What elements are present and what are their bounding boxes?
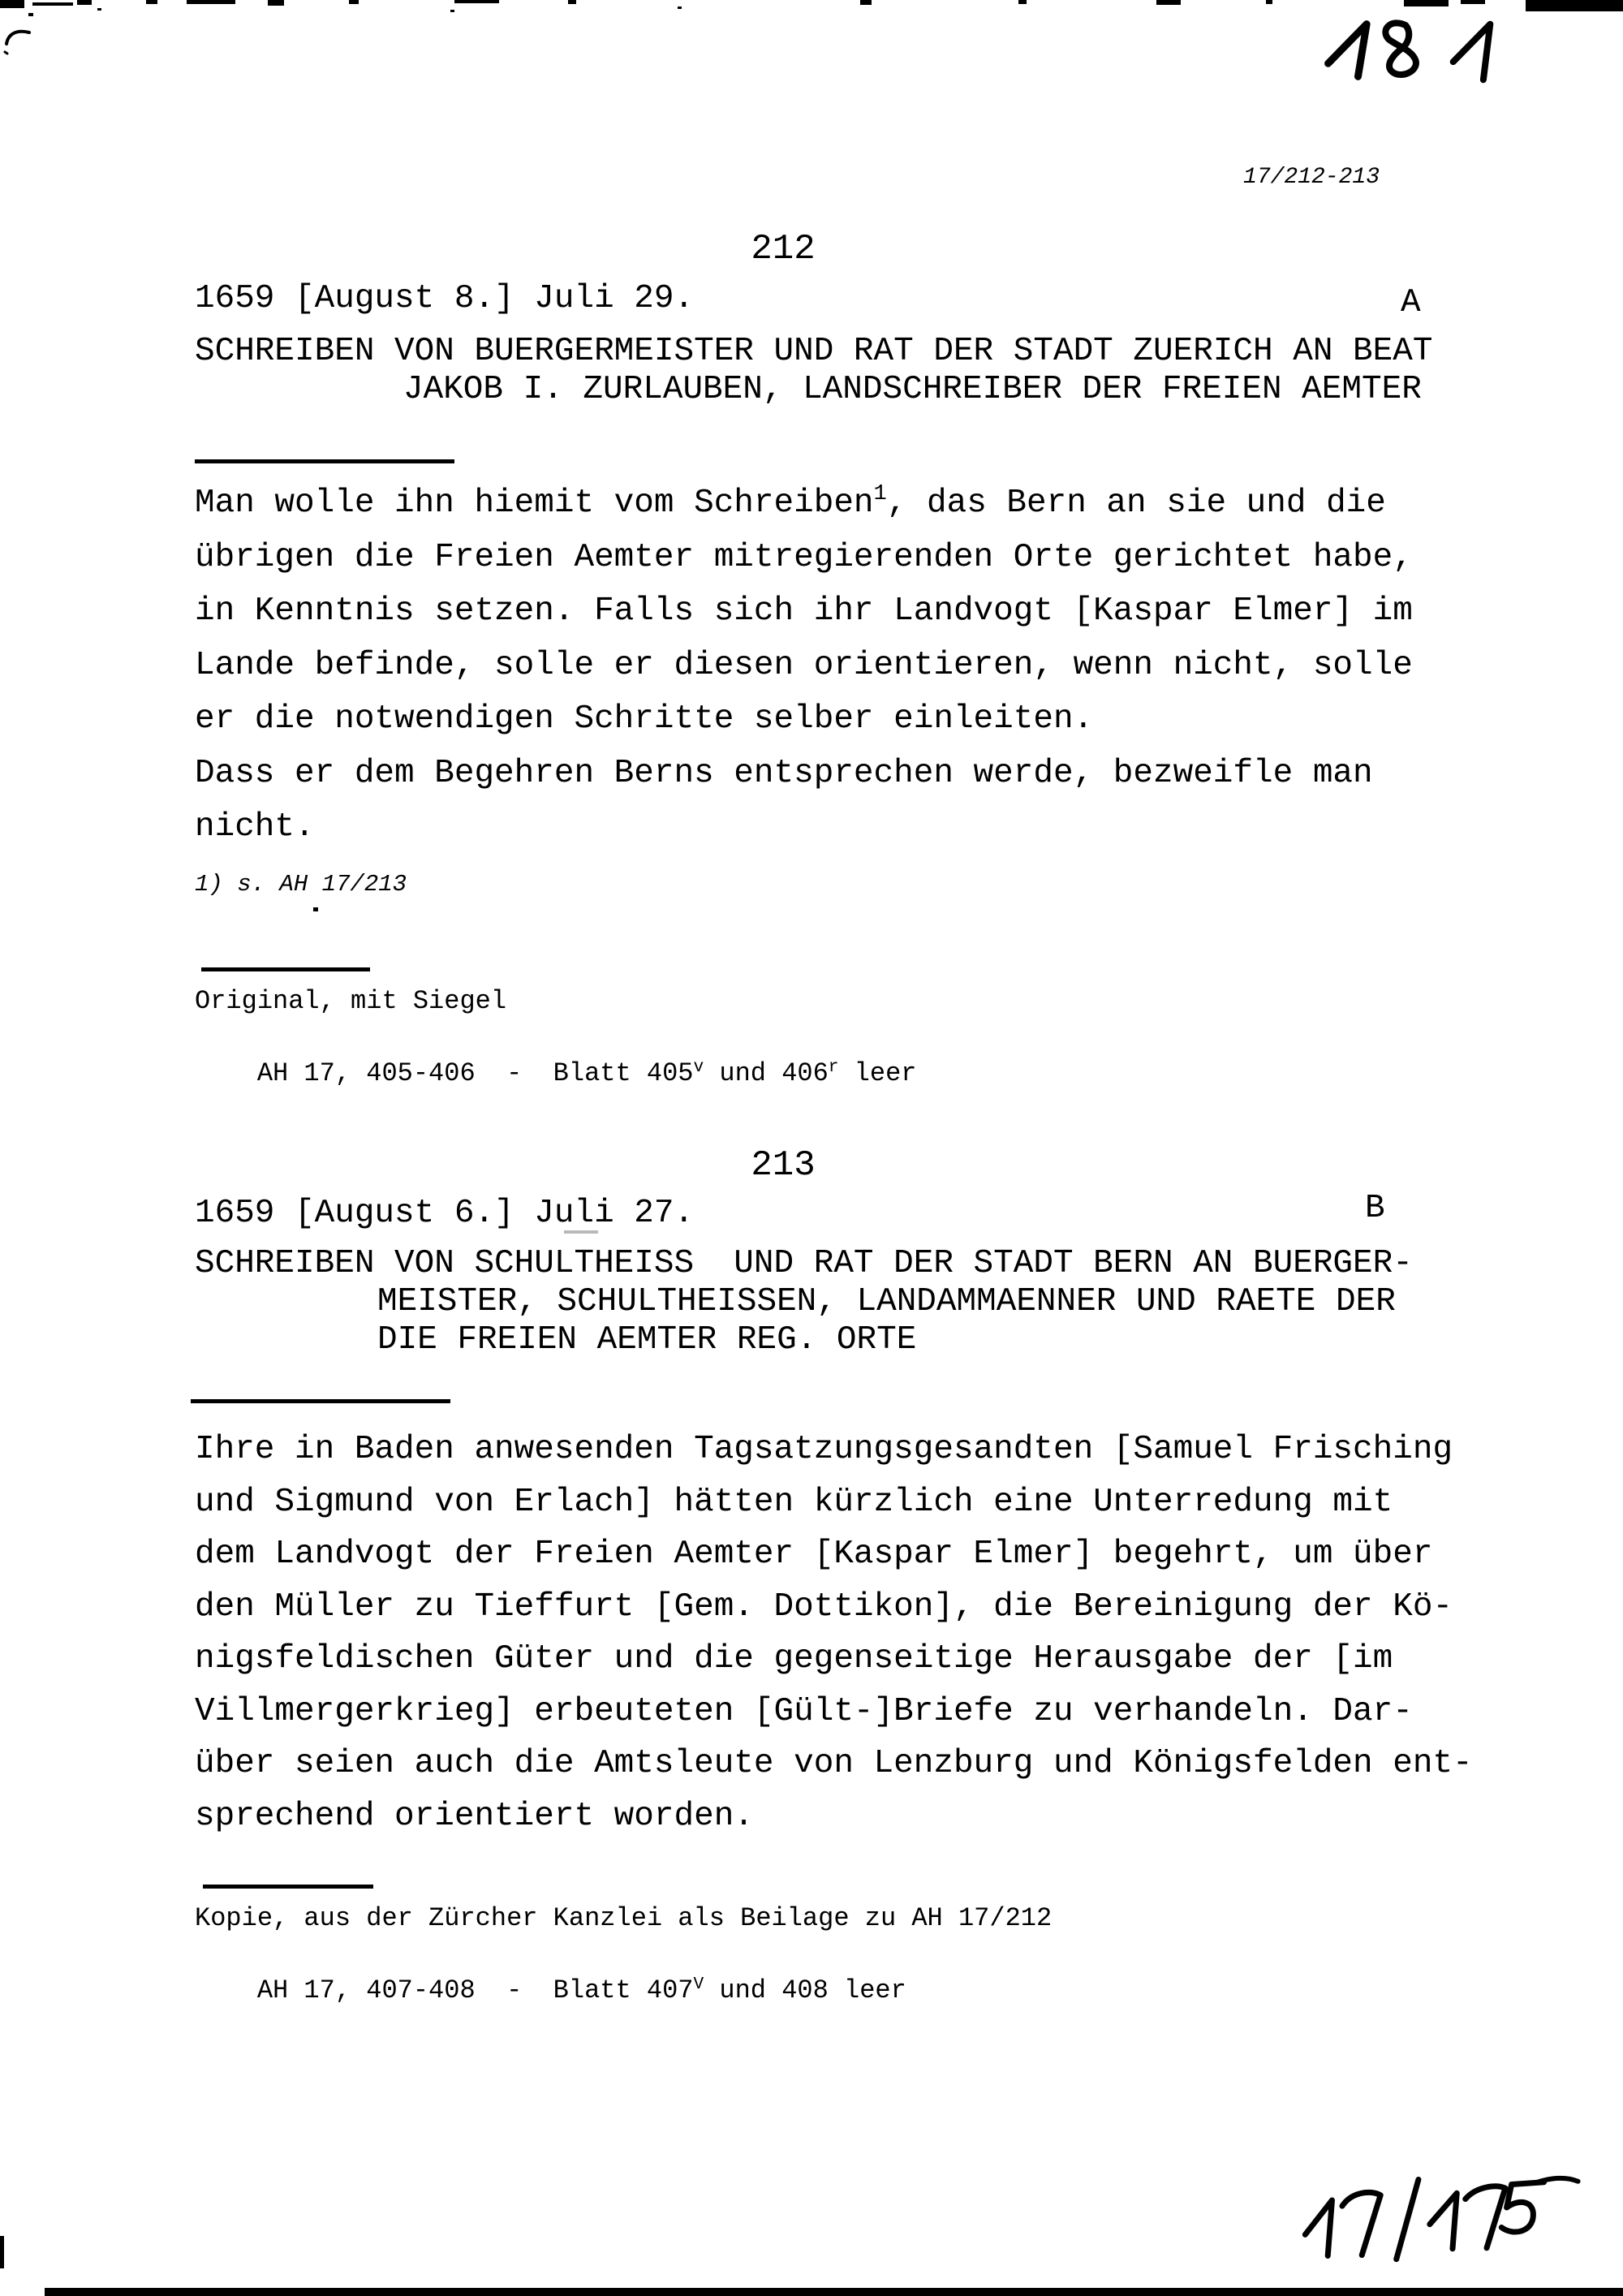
marginal-letter-b: B	[1365, 1190, 1385, 1227]
body-line: den Müller zu Tieffurt [Gem. Dottikon], die Bereinigung der Kö-	[195, 1587, 1453, 1626]
body-line: dem Landvogt der Freien Aemter [Kaspar Elmer] begehrt, um über	[195, 1536, 1433, 1573]
body-line: Lande befinde, solle er diesen orientieren, wenn nicht, solle	[195, 646, 1413, 684]
body-line: sprechend orientiert worden.	[195, 1797, 754, 1835]
scan-artifact-corner-hook	[2, 16, 42, 57]
scan-artifact-left-edge	[0, 2236, 4, 2268]
folio-superscript: v	[693, 1057, 704, 1077]
scan-artifact-bottom-bar	[45, 2288, 1623, 2296]
date-line-212: 1659 [August 8.] Juli 29.	[195, 280, 695, 317]
scan-artifact-speck	[678, 6, 682, 9]
body-line: über seien auch die Amtsleute von Lenzburg und Königsfelden ent-	[195, 1745, 1473, 1782]
scan-artifact-top-streak	[1526, 0, 1623, 11]
scan-artifact-top-streak	[187, 0, 235, 4]
body-line: in Kenntnis setzen. Falls sich ihr Landvogt [Kaspar Elmer] im	[195, 592, 1413, 630]
body-text-213	[195, 1431, 1473, 1850]
scan-artifact-speck	[97, 8, 101, 11]
header-reference: 17/212-213	[1243, 165, 1380, 190]
body-line: nicht.	[195, 808, 315, 846]
body-line: und Sigmund von Erlach] hätten kürzlich eine Unterredung mit	[195, 1483, 1393, 1521]
provenance-text: leer	[838, 1058, 917, 1089]
divider-rule	[203, 1885, 373, 1889]
divider-rule	[195, 459, 454, 463]
body-line-text: Man wolle ihn hiemit vom Schreiben	[195, 485, 874, 522]
provenance-line: Original, mit Siegel	[195, 986, 507, 1016]
footnote-reference: 1	[873, 481, 887, 507]
scan-artifact-top-streak	[146, 0, 157, 4]
body-line: Villmergerkrieg] erbeuteten [Gült-]Briefe zu verhandeln. Dar-	[195, 1692, 1413, 1730]
provenance-text: AH 17, 407-408 - Blatt 407	[256, 1975, 694, 2006]
section-number-213: 213	[751, 1145, 816, 1186]
body-line: er die notwendigen Schritte selber einleiten.	[195, 700, 1094, 738]
folio-superscript: r	[828, 1057, 839, 1077]
scan-artifact-top-streak	[1266, 0, 1272, 4]
body-line: Dass er dem Begehren Berns entsprechen werde, bezweifle man	[195, 754, 1373, 792]
scan-artifact-top-streak	[1461, 0, 1485, 4]
scan-artifact-top-streak	[1018, 0, 1027, 4]
scan-artifact-top-streak	[268, 0, 284, 6]
provenance-line	[195, 1021, 916, 1126]
title-line: DIE FREIEN AEMTER REG. ORTE	[377, 1321, 917, 1359]
scan-artifact-top-streak	[77, 0, 92, 5]
handwritten-folio-number	[1321, 6, 1528, 98]
provenance-text: AH 17, 405-406 - Blatt 405	[256, 1058, 694, 1089]
divider-rule	[191, 1399, 450, 1403]
section-number-212: 212	[751, 229, 816, 269]
scan-artifact-top-streak	[1156, 0, 1181, 5]
footnote-line: 1) s. AH 17/213	[195, 871, 407, 898]
marginal-letter-a: A	[1401, 284, 1421, 321]
body-line: nigsfeldischen Güter und die gegenseitige Herausgabe der [im	[195, 1640, 1393, 1678]
title-line: JAKOB I. ZURLAUBEN, LANDSCHREIBER DER FREIEN AEMTER	[403, 371, 1422, 408]
provenance-line: Kopie, aus der Zürcher Kanzlei als Beilage zu AH 17/212	[195, 1903, 1053, 1933]
provenance-text: und 408 leer	[704, 1975, 906, 2006]
scan-artifact-top-streak	[568, 0, 576, 4]
scan-artifact-top-streak	[32, 2, 73, 6]
scan-artifact-top-streak	[454, 0, 499, 3]
folio-superscript: V	[693, 1974, 704, 1994]
body-line-text: , das Bern an sie und die	[886, 485, 1386, 522]
provenance-text: und 406	[704, 1058, 829, 1089]
body-line: Ihre in Baden anwesenden Tagsatzungsgesandten [Samuel Frisching	[195, 1431, 1453, 1468]
body-line	[195, 481, 1413, 539]
scan-artifact-top-streak	[860, 0, 872, 5]
title-line: SCHREIBEN VON SCHULTHEISS UND RAT DER STADT BERN AN BUERGER-	[195, 1245, 1413, 1282]
divider-rule	[201, 967, 370, 971]
body-line: übrigen die Freien Aemter mitregierenden Orte gerichtet habe,	[195, 538, 1413, 576]
body-text-212	[195, 481, 1413, 863]
scan-artifact-top-streak	[0, 0, 24, 8]
date-line-213: 1659 [August 6.] Juli 27.	[195, 1195, 695, 1232]
handwritten-shelfmark	[1295, 2157, 1623, 2294]
scan-artifact-speck	[450, 10, 454, 12]
provenance-line	[195, 1938, 906, 2044]
scan-artifact-top-streak	[349, 0, 359, 4]
scan-artifact-top-streak	[1404, 0, 1449, 6]
title-line: SCHREIBEN VON BUERGERMEISTER UND RAT DER STADT ZUERICH AN BEAT	[195, 333, 1433, 370]
scan-artifact-speck	[313, 907, 318, 911]
title-line: MEISTER, SCHULTHEISSEN, LANDAMMAENNER UND RAETE DER	[377, 1283, 1396, 1320]
